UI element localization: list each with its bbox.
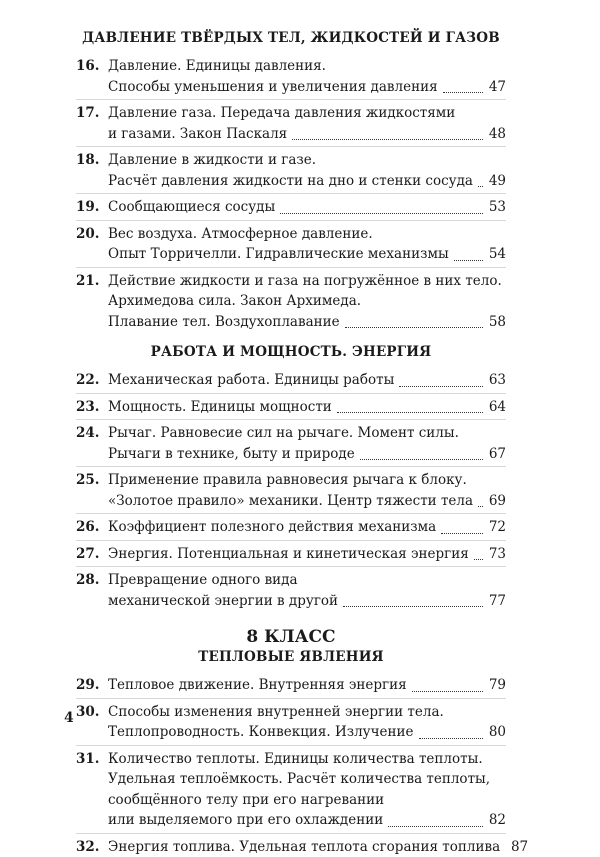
toc-entry-line (76, 722, 506, 743)
entry-number: 22. (76, 370, 108, 390)
entry-number: 17. (76, 103, 108, 123)
entry-number: 23. (76, 397, 108, 417)
dot-leader (454, 259, 483, 261)
dot-leader (388, 825, 483, 827)
entry-page-number: 72 (488, 517, 506, 537)
toc-entry-line (76, 224, 506, 245)
entry-number: 31. (76, 749, 108, 769)
entry-page-number: 58 (488, 312, 506, 332)
dot-leader (399, 385, 483, 387)
entry-title: Сообщающиеся сосуды (108, 197, 275, 217)
entry-title: Давление газа. Передача давления жидкостями (108, 103, 455, 123)
entry-page-number: 53 (488, 197, 506, 217)
dot-leader (443, 91, 483, 93)
entry-title: Вес воздуха. Атмосферное давление. (108, 224, 373, 244)
dot-leader (478, 505, 483, 507)
entry-number: 28. (76, 570, 108, 590)
entry-number: 20. (76, 224, 108, 244)
entry-page-number: 69 (488, 491, 506, 511)
toc-entry[interactable] (76, 570, 506, 611)
section-heading: ТЕПЛОВЫЕ ЯВЛЕНИЯ (76, 649, 506, 665)
entry-page-number: 73 (488, 544, 506, 564)
toc-entry-line (76, 491, 506, 512)
entry-title: и газами. Закон Паскаля (108, 124, 287, 144)
entry-title: Механическая работа. Единицы работы (108, 370, 394, 390)
toc-entry-line (76, 837, 506, 857)
section-heading: ДАВЛЕНИЕ ТВЁРДЫХ ТЕЛ, ЖИДКОСТЕЙ И ГАЗОВ (76, 30, 506, 46)
dot-leader (280, 212, 483, 214)
toc-entry[interactable] (76, 397, 506, 418)
entry-title: Тепловое движение. Внутренняя энергия (108, 675, 407, 695)
entry-number: 19. (76, 197, 108, 217)
toc-entry-line (76, 769, 506, 790)
grade-heading: 8 КЛАСС (76, 627, 506, 647)
entry-title: Плавание тел. Воздухоплавание (108, 312, 340, 332)
toc-entry-line (76, 124, 506, 145)
entry-title: Мощность. Единицы мощности (108, 397, 332, 417)
dot-leader (474, 558, 483, 560)
entry-title: Способы изменения внутренней энергии тела. (108, 702, 444, 722)
toc-entry-line (76, 702, 506, 723)
entry-divider (76, 220, 506, 221)
entry-title: Количество теплоты. Единицы количества теплоты. (108, 749, 483, 769)
toc-entry[interactable] (76, 56, 506, 97)
toc-entry[interactable] (76, 423, 506, 464)
entry-divider (76, 267, 506, 268)
dot-leader (478, 185, 483, 187)
entry-title: Архимедова сила. Закон Архимеда. (108, 291, 361, 311)
toc-entry[interactable] (76, 271, 506, 333)
entry-title: сообщённого телу при его нагревании (108, 790, 384, 810)
entry-page-number: 77 (488, 591, 506, 611)
entry-divider (76, 193, 506, 194)
entry-number: 25. (76, 470, 108, 490)
toc-entry-line (76, 171, 506, 192)
toc-entry[interactable] (76, 197, 506, 218)
entry-divider (76, 146, 506, 147)
toc-entry[interactable] (76, 749, 506, 831)
entry-title: Действие жидкости и газа на погружённое в них тело. (108, 271, 502, 291)
entry-page-number: 67 (488, 444, 506, 464)
toc-entry-line (76, 56, 506, 77)
entry-page-number: 80 (488, 722, 506, 742)
dot-leader (419, 737, 483, 739)
entry-number: 21. (76, 271, 108, 291)
entry-divider (76, 393, 506, 394)
entry-title: Давление. Единицы давления. (108, 56, 326, 76)
toc-entry-line (76, 312, 506, 333)
toc-entry[interactable] (76, 675, 506, 696)
toc-entry-line (76, 810, 506, 831)
toc-entry[interactable] (76, 103, 506, 144)
toc-entry-line (76, 197, 506, 218)
entry-page-number: 79 (488, 675, 506, 695)
entry-page-number: 49 (488, 171, 506, 191)
entry-divider (76, 99, 506, 100)
toc-entry-line (76, 790, 506, 811)
toc-entry-line (76, 370, 506, 391)
entry-page-number: 64 (488, 397, 506, 417)
entry-title: Энергия топлива. Удельная теплота сгорания топлива (108, 837, 500, 857)
entry-page-number: 63 (488, 370, 506, 390)
entry-number: 27. (76, 544, 108, 564)
entry-page-number: 54 (488, 244, 506, 264)
toc-entry-line (76, 544, 506, 565)
toc-entry-line (76, 517, 506, 538)
entry-divider (76, 745, 506, 746)
toc-entry[interactable] (76, 702, 506, 743)
entry-title: Энергия. Потенциальная и кинетическая энергия (108, 544, 469, 564)
toc-entry-line (76, 397, 506, 418)
entry-title: Расчёт давления жидкости на дно и стенки сосуда (108, 171, 473, 191)
entry-divider (76, 833, 506, 834)
toc-entry-line (76, 77, 506, 98)
entry-page-number: 87 (510, 837, 528, 857)
dot-leader (345, 326, 483, 328)
entry-title: Опыт Торричелли. Гидравлические механизмы (108, 244, 449, 264)
toc-entry[interactable] (76, 370, 506, 391)
dot-leader (441, 532, 483, 534)
toc-entry-line (76, 570, 506, 591)
toc-entry[interactable] (76, 544, 506, 565)
entry-title: Рычаги в технике, быту и природе (108, 444, 355, 464)
section-heading: РАБОТА И МОЩНОСТЬ. ЭНЕРГИЯ (76, 344, 506, 360)
entry-page-number: 47 (488, 77, 506, 97)
entry-divider (76, 698, 506, 699)
toc-entry-line (76, 244, 506, 265)
entry-title: Превращение одного вида (108, 570, 298, 590)
toc-entry-line (76, 675, 506, 696)
entry-title: Применение правила равновесия рычага к блоку. (108, 470, 467, 490)
dot-leader (292, 138, 483, 140)
toc-entry[interactable] (76, 837, 506, 857)
entry-title: Удельная теплоёмкость. Расчёт количества теплоты, (108, 769, 490, 789)
toc-entry-line (76, 423, 506, 444)
toc-entry[interactable] (76, 224, 506, 265)
toc-entry[interactable] (76, 150, 506, 191)
entry-title: Рычаг. Равновесие сил на рычаге. Момент силы. (108, 423, 459, 443)
table-of-contents (76, 22, 506, 857)
entry-page-number: 48 (488, 124, 506, 144)
entry-divider (76, 566, 506, 567)
dot-leader (412, 690, 483, 692)
dot-leader (343, 605, 483, 607)
entry-title: механической энергии в другой (108, 591, 338, 611)
entry-title: Теплопроводность. Конвекция. Излучение (108, 722, 414, 742)
page-number: 4 (64, 710, 74, 726)
entry-title: «Золотое правило» механики. Центр тяжести тела (108, 491, 473, 511)
toc-entry-line (76, 749, 506, 770)
toc-entry-line (76, 103, 506, 124)
toc-entry-line (76, 470, 506, 491)
toc-entry-line (76, 444, 506, 465)
entry-page-number: 82 (488, 810, 506, 830)
entry-number: 32. (76, 837, 108, 857)
entry-number: 18. (76, 150, 108, 170)
entry-title: Способы уменьшения и увеличения давления (108, 77, 438, 97)
entry-divider (76, 513, 506, 514)
entry-number: 16. (76, 56, 108, 76)
entry-number: 29. (76, 675, 108, 695)
entry-title: или выделяемого при его охлаждении (108, 810, 383, 830)
toc-entry[interactable] (76, 470, 506, 511)
toc-entry-line (76, 291, 506, 312)
dot-leader (337, 411, 483, 413)
entry-divider (76, 466, 506, 467)
entry-number: 24. (76, 423, 108, 443)
toc-entry-line (76, 150, 506, 171)
toc-entry-line (76, 591, 506, 612)
toc-entry[interactable] (76, 517, 506, 538)
entry-number: 26. (76, 517, 108, 537)
entry-divider (76, 419, 506, 420)
entry-title: Коэффициент полезного действия механизма (108, 517, 436, 537)
entry-divider (76, 540, 506, 541)
dot-leader (360, 458, 483, 460)
toc-entry-line (76, 271, 506, 292)
entry-number: 30. (76, 702, 108, 722)
entry-title: Давление в жидкости и газе. (108, 150, 316, 170)
